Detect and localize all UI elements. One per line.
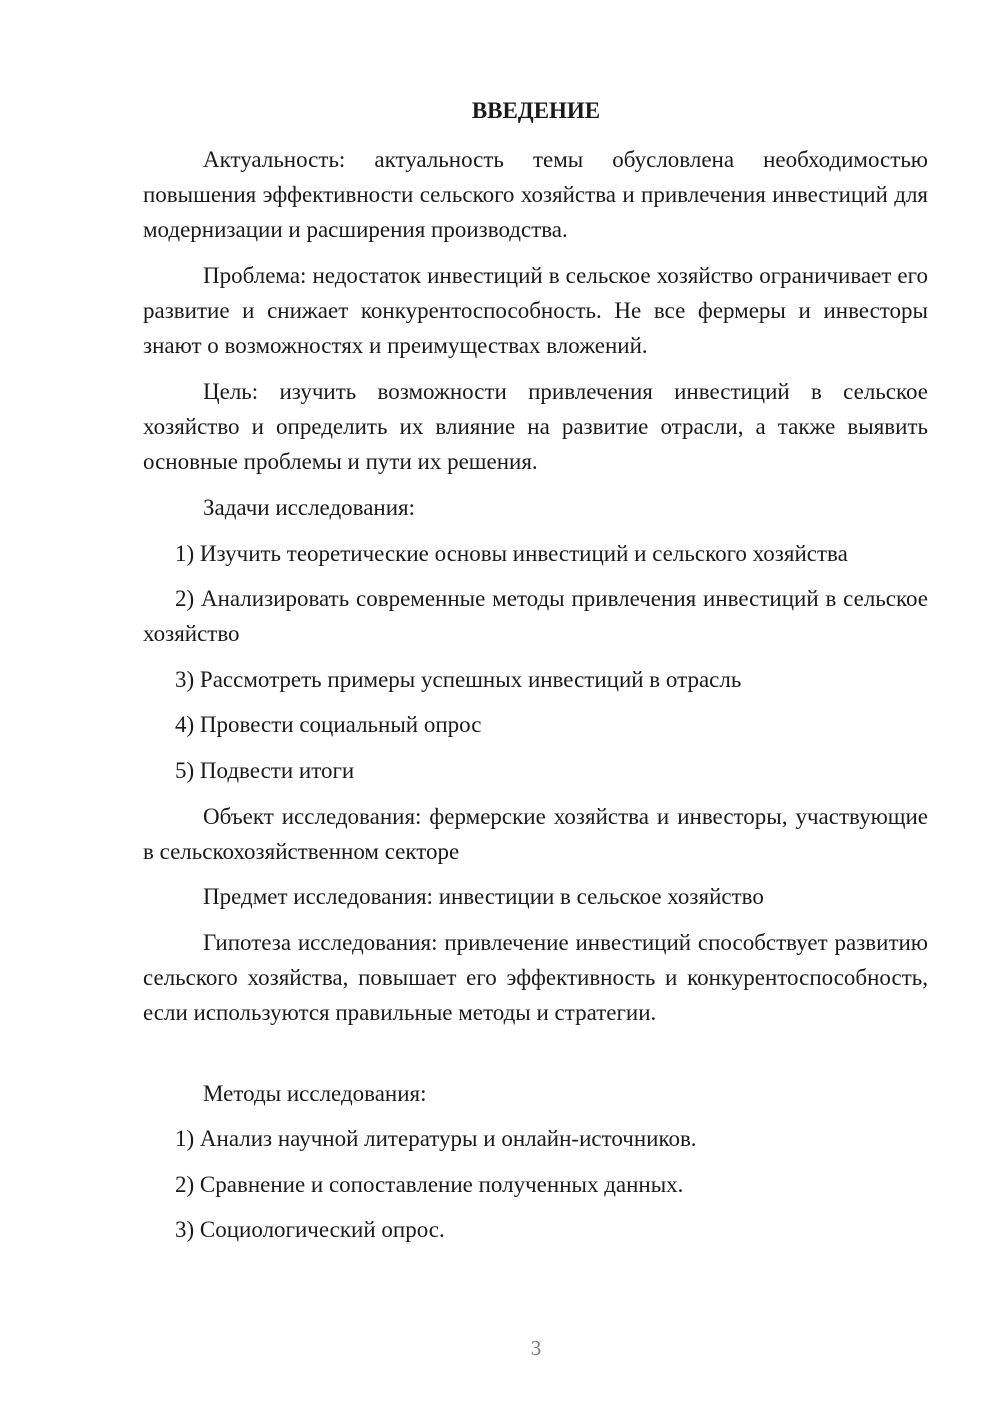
problem-paragraph: Проблема: недостаток инвестиций в сельское хозяйство ограничивает его развитие и снижает конкурентоспособность. Не все фермеры и инвесторы знают о возможностях и преимуществах вложений. xyxy=(143,263,928,358)
task-item-3: 3) Рассмотреть примеры успешных инвестиций в отрасль xyxy=(175,667,742,692)
object-paragraph: Объект исследования: фермерские хозяйства и инвесторы, участвующие в сельскохозяйственном секторе xyxy=(143,804,928,864)
method-item-1: 1) Анализ научной литературы и онлайн-источников. xyxy=(175,1126,697,1151)
task-item-1: 1) Изучить теоретические основы инвестиций и сельского хозяйства xyxy=(175,541,848,566)
method-item-3: 3) Социологический опрос. xyxy=(175,1217,445,1242)
task-item-2: 2) Анализировать современные методы привлечения инвестиций в сельское хозяйство xyxy=(143,586,928,646)
methods-title: Методы исследования: xyxy=(203,1081,427,1106)
task-item-4: 4) Провести социальный опрос xyxy=(175,712,482,737)
page-title: ВВЕДЕНИЕ xyxy=(471,98,601,123)
tasks-title: Задачи исследования: xyxy=(203,495,416,520)
hypothesis-paragraph: Гипотеза исследования: привлечение инвестиций способствует развитию сельского хозяйства, повышает его эффективность и конкурентоспособность, если используются правильные методы и стратегии. xyxy=(143,930,928,1025)
subject-paragraph: Предмет исследования: инвестиции в сельское хозяйство xyxy=(203,884,764,909)
goal-paragraph: Цель: изучить возможности привлечения инвестиций в сельское хозяйство и определить их влияние на развитие отрасли, а также выявить основные проблемы и пути их решения. xyxy=(143,379,928,474)
task-item-5: 5) Подвести итоги xyxy=(175,758,355,783)
method-item-2: 2) Сравнение и сопоставление полученных данных. xyxy=(175,1172,684,1197)
page-number: 3 xyxy=(530,1336,542,1360)
relevance-paragraph: Актуальность: актуальность темы обусловлена необходимостью повышения эффективности сельского хозяйства и привлечения инвестиций для модернизации и расширения производства. xyxy=(143,147,928,242)
